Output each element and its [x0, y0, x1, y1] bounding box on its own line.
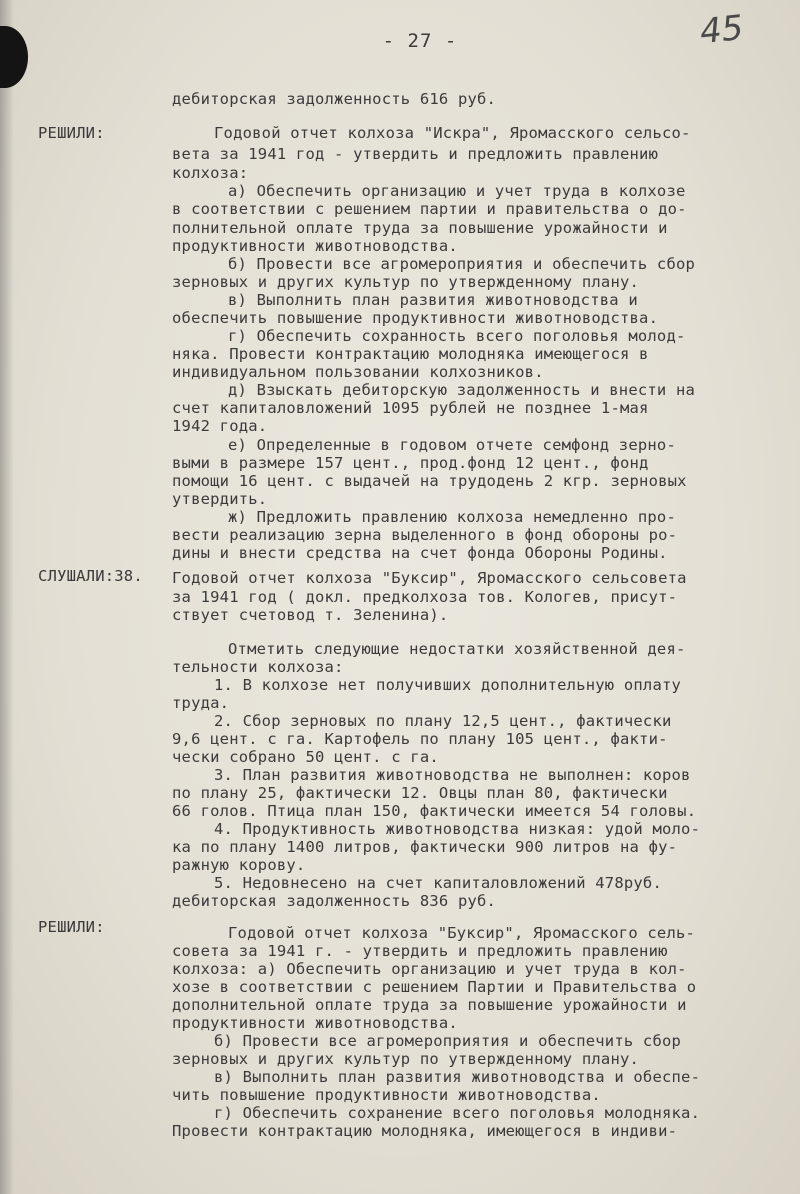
- text-line: продуктивности животноводства.: [172, 237, 458, 255]
- text-line: вести реализацию зерна выделенного в фонд обороны ро-: [172, 526, 678, 544]
- punch-hole-mark: [0, 26, 28, 88]
- text-line: Годовой отчет колхоза "Буксир", Яромасского сель-: [228, 924, 696, 942]
- text-line: д) Взыскать дебиторскую задолженность и внести на: [228, 381, 696, 399]
- text-line: ствует счетовод т. Зеленина).: [172, 606, 449, 624]
- text-line: счет капиталовложений 1095 рублей не позднее 1-мая: [172, 399, 649, 417]
- text-line: Отметить следующие недостатки хозяйственной дея-: [228, 640, 686, 658]
- text-line: чески собрано 50 цент. с га.: [172, 748, 439, 766]
- text-line: дополнительной оплате труда за повышение урожайности и: [172, 996, 687, 1014]
- text-line: по плану 25, фактически 12. Овцы план 80, фактически: [172, 784, 668, 802]
- text-line: 66 голов. Птица план 150, фактически имеется 54 головы.: [172, 802, 697, 820]
- text-line: Провести контрактацию молодняка, имеющегося в индиви-: [172, 1122, 678, 1140]
- text-line: ж) Предложить правлению колхоза немедленно про-: [228, 508, 676, 526]
- text-line: дины и внести средства на счет фонда Обороны Родины.: [172, 544, 668, 562]
- text-line: выми в размере 157 цент., прод.фонд 12 цент., фонд: [172, 454, 649, 472]
- text-line: индивидуальном пользовании колхозников.: [172, 363, 544, 381]
- text-line: г) Обеспечить сохранение всего поголовья молодняка.: [214, 1104, 701, 1122]
- text-line: полнительной оплате труда за повышение урожайности и: [172, 219, 668, 237]
- text-line: дебиторская задолженность 836 руб.: [172, 892, 497, 910]
- text-line: 4. Продуктивность животноводства низкая: удой моло-: [214, 820, 701, 838]
- heard-label: СЛУШАЛИ:38.: [38, 567, 143, 585]
- text-line: 5. Недовнесено на счет капиталовложений 478руб.: [214, 874, 662, 892]
- text-line: зерновых и других культур по утвержденному плану.: [172, 273, 640, 291]
- text-line: продуктивности животноводства.: [172, 1014, 458, 1032]
- text-line: 9,6 цент. с га. Картофель по плану 105 цент., факти-: [172, 730, 668, 748]
- text-line: совета за 1941 г. - утвердить и предложить правлению: [172, 942, 668, 960]
- text-line: 2. Сбор зерновых по плану 12,5 цент., фактически: [214, 712, 672, 730]
- text-line: 3. План развития животноводства не выполнен: коров: [214, 766, 691, 784]
- text-line: чить повышение продуктивности животноводства.: [172, 1086, 601, 1104]
- text-line: Годовой отчет колхоза "Искра", Яромасского сельсо-: [214, 124, 691, 142]
- text-line: хозе в соответствии с решением Партии и Правительства о: [172, 978, 697, 996]
- page-edge-shadow: [0, 0, 14, 1194]
- text-line: ражную корову.: [172, 856, 306, 874]
- text-line: г) Обеспечить сохранность всего поголовья молод-: [228, 327, 686, 345]
- text-line: ка по плану 1400 литров, фактически 900 литров на фу-: [172, 838, 678, 856]
- page-number: - 27 -: [382, 30, 458, 52]
- text-line: б) Провести все агромероприятия и обеспечить сбор: [214, 1032, 682, 1050]
- text-line: Годовой отчет колхоза "Буксир", Яромасского сельсовета: [172, 569, 687, 587]
- text-line: колхоза:: [172, 164, 249, 182]
- resolved-label-1: РЕШИЛИ:: [38, 124, 105, 142]
- text-line: вета за 1941 год - утвердить и предложить правлению: [172, 145, 659, 163]
- text-line: 1942 года.: [172, 417, 268, 435]
- text-line: колхоза: а) Обеспечить организацию и учет труда в кол-: [172, 960, 687, 978]
- text-line: 1. В колхозе нет получивших дополнительную оплату: [214, 676, 682, 694]
- archive-sheet-number: 45: [698, 7, 746, 53]
- text-line: в соответствии с решением партии и правительства о до-: [172, 200, 687, 218]
- resolved-label-2: РЕШИЛИ:: [38, 918, 105, 936]
- text-line: е) Определенные в годовом отчете семфонд зерно-: [228, 436, 676, 454]
- text-line: б) Провести все агромероприятия и обеспечить сбор: [228, 255, 696, 273]
- text-line: труда.: [172, 694, 230, 712]
- text-line: помощи 16 цент. с выдачей на трудодень 2 кгр. зерновых: [172, 472, 687, 490]
- text-line: утвердить.: [172, 490, 268, 508]
- text-line: дебиторская задолженность 616 руб.: [172, 90, 497, 108]
- text-line: в) Выполнить план развития животноводства и обеспе-: [214, 1068, 701, 1086]
- text-line: обеспечить повышение продуктивности животноводства.: [172, 309, 659, 327]
- text-line: зерновых и других культур по утвержденному плану.: [172, 1050, 640, 1068]
- text-line: няка. Провести контрактацию молодняка имеющегося в: [172, 345, 649, 363]
- text-line: в) Выполнить план развития животноводства и: [228, 291, 638, 309]
- text-line: тельности колхоза:: [172, 658, 344, 676]
- text-line: а) Обеспечить организацию и учет труда в колхозе: [228, 182, 686, 200]
- text-line: за 1941 год ( докл. предколхоза тов. Кологев, присут-: [172, 588, 678, 606]
